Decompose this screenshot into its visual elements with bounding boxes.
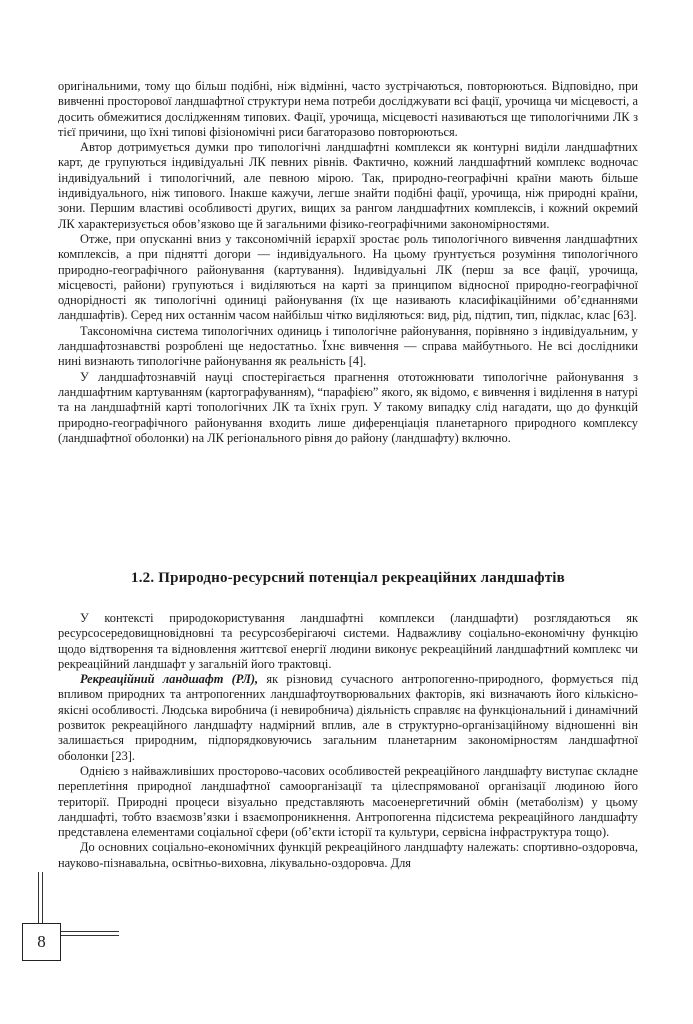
paragraph: оригінальними, тому що більш подібні, ніж відмінні, часто зустрічаються, повторюються. Відповідно, при вивченні просторової ландшафтної структури нема потреби досліджувати всі фації, урочища чи місцевості, а досить обмежитися дослідженням типових. Фації, урочища, місцевості називаються ще типологічними ЛК з тієї причини, що їхні типові фізіономічні риси багаторазово повторюються. [58, 79, 638, 139]
ornament-line [42, 872, 43, 923]
ornament-line [38, 872, 39, 923]
section-heading: 1.2. Природно-ресурсний потенціал рекреаційних ландшафтів [131, 570, 565, 586]
paragraph: У ландшафтознавчій науці спостерігається прагнення ототожнювати типологічне районування з ландшафтним картуванням (картографуванням), “парафією” якого, як відомо, є вивчення і виділення в натурі та на ландшафтній карті топологічних ЛК та їхніх груп. У такому випадку слід нагадати, що до функцій природно-географічного районування входить лише диференціація планетарного природного комплексу (ландшафтної оболонки) на ЛК регіонального рівня до району (ландшафту) включно. [58, 369, 638, 445]
paragraph: Однією з найважливіших просторово-часових особливостей рекреаційного ландшафту виступає складне переплетіння природної ландшафтної самоорганізації та цілеспрямованої організації людиною його території. Природні процеси візуально представляють масоенергетичний обмін (метаболізм) у цьому ландшафті, тобто взаємозв’язки і взаємопроникнення. Антропогенна підсистема рекреаційного ландшафту представлена елементами соціальної сфери (об’єкти історії та культури, сервісна інфраструктура тощо). [58, 763, 638, 840]
paragraph: Автор дотримується думки про типологічні ландшафтні комплекси як контурні виділи ландшафтних карт, де групуються індивідуальні ЛК певних рівнів. Фактично, кожний ландшафтний комплекс водночас індивідуальний і типологічний, але певною мірою. Так, природно-географічні країни мають більше індивідуального, ніж типового. Інакше кажучи, легше знайти подібні фації, урочища, ніж природні країни, зони. Першим властиві особливості других, вищих за рангом ландшафтних комплексів, і кожний окремий ЛК характеризується обов’язково ще й загальними фізико-географічними закономірностями. [58, 140, 638, 231]
section-2-text [58, 611, 638, 871]
section-1-text [58, 79, 638, 446]
term-recreational-landscape: Рекреаційний ландшафт (РЛ), [80, 672, 259, 687]
paragraph: До основних соціально-економічних функцій рекреаційного ландшафту належать: спортивно-оздоровча, науково-пізнавальна, освітньо-виховна, лікувально-оздоровча. Для [58, 840, 638, 870]
ornament-line [61, 935, 119, 936]
ornament-line [61, 931, 119, 932]
paragraph: Таксономічна система типологічних одиниць і типологічне районування, порівняно з індивідуальним, у ландшафтознавстві розроблені ще недостатньо. Їхнє вивчення — справа майбутнього. Не всі дослідники нині визнають типологічне районування як реальність [4]. [58, 323, 638, 369]
paragraph: У контексті природокористування ландшафтні комплекси (ландшафти) розглядаються як ресурсосередовищновідновні та ресурсозберігаючі системи. Надважливу соціально-економічну функцію щодо відтворення та відновлення життєвої енергії людини виконує рекреаційний ландшафтний комплекс чи рекреаційний ландшафт у загальній його трактовці. [58, 611, 638, 671]
paragraph-text: як різновид сучасного антропогенно-природного, формується під впливом природних та антропогенних ландшафтоутворювальних факторів, які визначають його кількісно-якісні особливості. Людська виробнича (і невиробнича) діяльність справляє на функціональний і динамічний розвиток рекреаційного ландшафту надмірний вплив, але в структурно-організаційному відношенні він залишається природним, підпорядковуючись загальним планетарним закономірностям ландшафтної оболонки [23]. [58, 672, 639, 763]
paragraph: Отже, при опусканні вниз у таксономічній ієрархії зростає роль типологічного вивчення ландшафтних комплексів, а при піднятті догори — індивідуального. На цьому ґрунтується розуміння типологічного природно-географічного районування (картування). Індивідуальні ЛК (перш за все фації, урочища, місцевості, райони) групуються і виділяються на карті за принципом відносної природно-географічної однорідності як типологічні одиниці районування (їх ще називають класифікаційними об’єднаннями ландшафтів). Серед них останнім часом найбільш чітко виділяються: вид, рід, підтип, тип, підклас, клас [63]. [58, 231, 638, 323]
page-number: 8 [22, 923, 61, 961]
paragraph [58, 672, 638, 764]
